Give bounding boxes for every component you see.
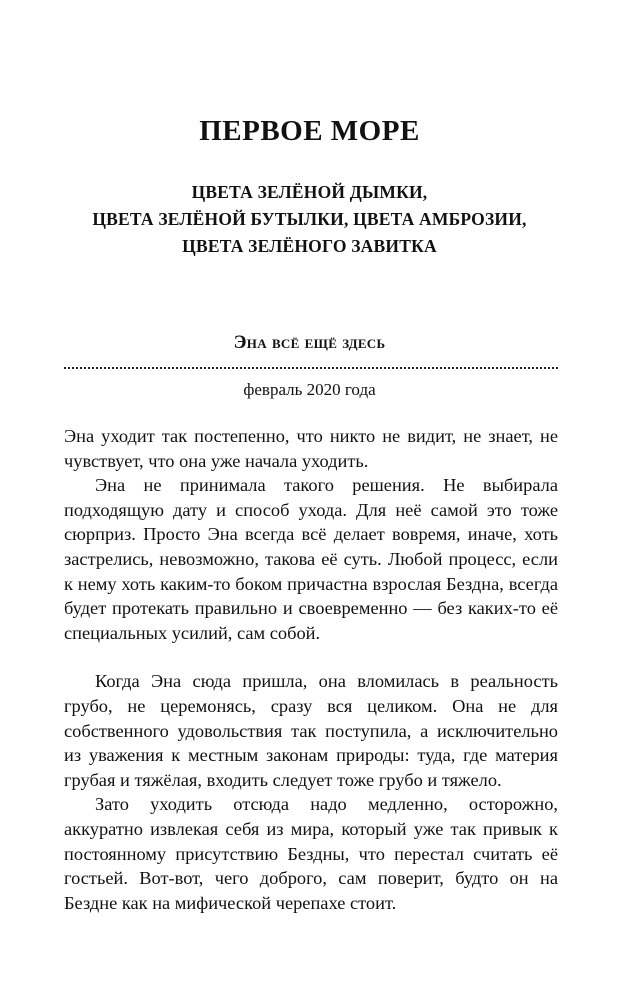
paragraph: Эна не принимала такого решения. Не выбирала подходящую дату и способ ухода. Для неё самой это тоже сюрприз. Просто Эна всегда всё делает вовремя, иначе, хоть застрелись, невозможно, такова её суть. Любой процесс, если к нему хоть каким-то боком причастна взрослая Бездна, всегда будет протекать правильно и своевременно — без каких-то её специальных усилий, сам собой.	[64, 475, 558, 643]
subtitle-line: ЦВЕТА ЗЕЛЁНОГО ЗАВИТКА	[182, 236, 437, 256]
part-title: ПЕРВОЕ МОРЕ	[199, 115, 420, 147]
part-subtitle	[40, 179, 579, 260]
body-text	[64, 424, 558, 915]
paragraph: Зато уходить отсюда надо медленно, осторожно, аккуратно извлекая себя из мира, который уже так привык к постоянному присутствию Бездны, что перестал считать её гостьей. Вот-вот, чего доброго, сам поверит, будто он на Бездне как на мифической черепахе стоит.	[64, 794, 558, 913]
chapter-date: февраль 2020 года	[243, 380, 376, 399]
paragraph: Когда Эна сюда пришла, она вломилась в реальность грубо, не церемонясь, сразу вся целиком. Она не для собственного удовольствия так поступила, а исключительно из уважения к местным законам природы: туда, где материя грубая и тяжёлая, входить следует тоже грубо и тяжело.	[64, 671, 558, 790]
subtitle-line: ЦВЕТА ЗЕЛЁНОЙ ДЫМКИ,	[191, 182, 428, 202]
subtitle-line: ЦВЕТА ЗЕЛЁНОЙ БУТЫЛКИ, ЦВЕТА АМБРОЗИИ,	[92, 209, 527, 229]
dotted-divider	[64, 367, 558, 369]
paragraph: Эна уходит так постепенно, что никто не видит, не знает, не чувствует, что она уже начала уходить.	[64, 426, 558, 471]
chapter-title: Эна всё ещё здесь	[233, 332, 386, 353]
